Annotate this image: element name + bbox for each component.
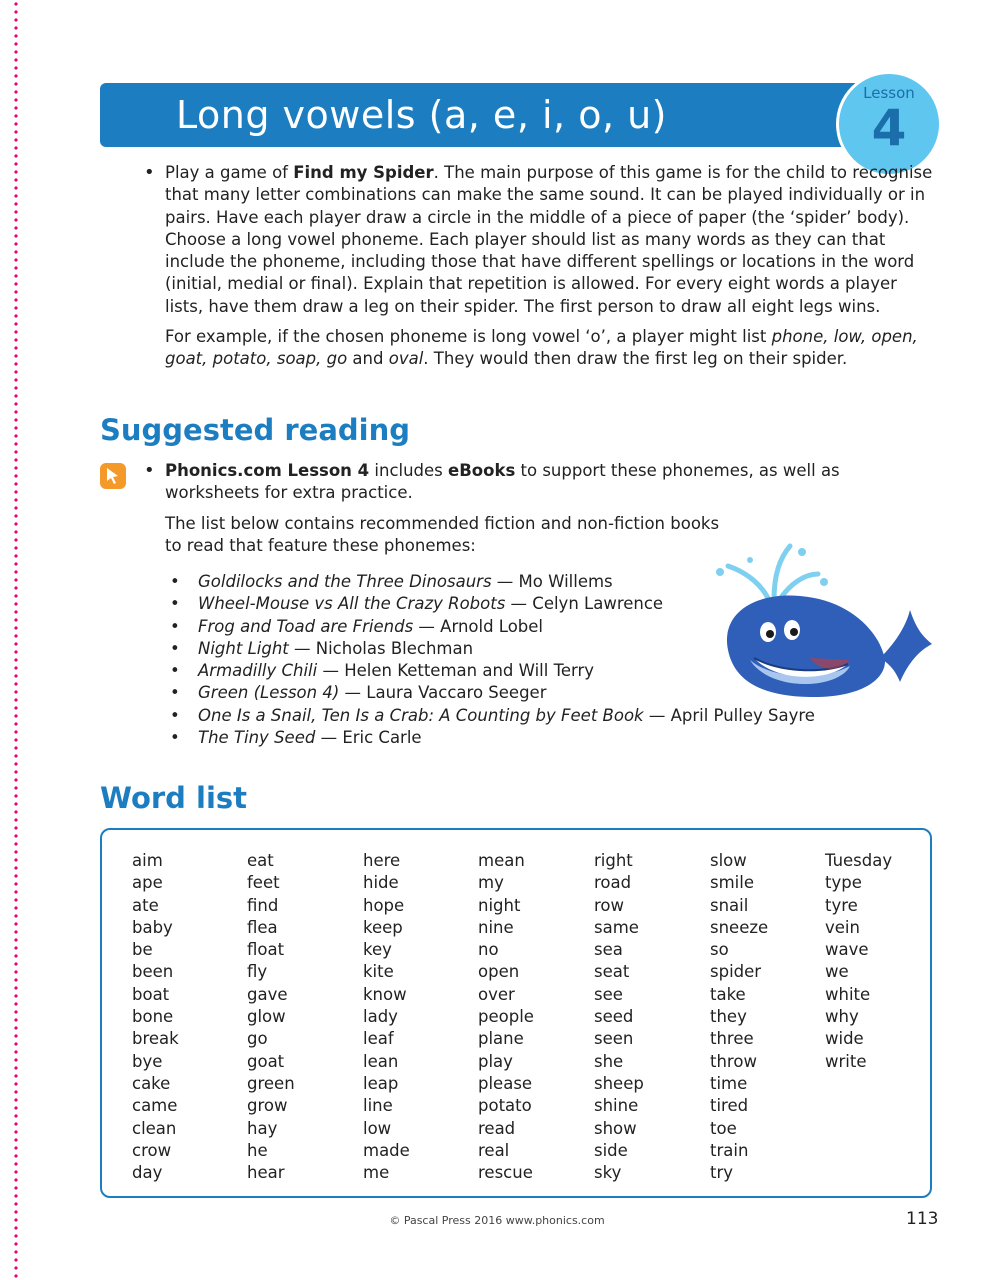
word-item: row: [594, 895, 625, 915]
word-item: no: [478, 940, 499, 960]
word-item: go: [247, 1029, 268, 1049]
list-item: [170, 705, 815, 727]
book-title: Goldilocks and the Three Dinosaurs: [198, 572, 492, 591]
word-item: hear: [247, 1163, 285, 1183]
book-author: — Eric Carle: [315, 728, 422, 748]
word-item: boat: [132, 984, 170, 1004]
word-item: key: [363, 940, 392, 960]
word-item: hay: [247, 1118, 278, 1138]
word-item: bye: [132, 1051, 163, 1071]
word-item: side: [594, 1140, 628, 1160]
word-list-heading: Word list: [100, 781, 248, 815]
word-item: throw: [710, 1051, 757, 1071]
word-item: wide: [825, 1029, 864, 1049]
page-edge-dots: [14, 0, 18, 1280]
word-item: road: [594, 873, 632, 893]
copyright-footer: © Pascal Press 2016 www.phonics.com: [389, 1214, 605, 1227]
page-title: Long vowels (a, e, i, o, u): [176, 93, 668, 137]
word-item: show: [594, 1118, 637, 1138]
instructions-text: Play a game of: [165, 163, 294, 182]
word-item: open: [478, 962, 520, 982]
word-item: train: [710, 1140, 749, 1160]
instructions-text: . The main purpose of this game is for the child to recognise that many letter combinations can make the same sound. It can be played individually or in pairs. Have each player draw a circle in the middle of a piece of paper (the ‘spider’ body). Choose a long vowel phoneme. Each player should list as many words as they can that include the phoneme, including those that have different spellings or locations in the word (initial, medial or final). Explain that repetition is allowed. For every eight words a player lists, have them draw a leg on their spider. The first person to draw all eight legs wins.: [165, 163, 933, 316]
game-name: Find my Spider: [293, 163, 434, 182]
word-item: bone: [132, 1007, 174, 1027]
word-item: me: [363, 1163, 390, 1183]
word-item: we: [825, 962, 849, 982]
word-item: fly: [247, 962, 268, 982]
word-item: mean: [478, 851, 525, 870]
book-title: Frog and Toad are Friends: [198, 616, 414, 636]
word-item: white: [825, 984, 871, 1004]
word-item: lean: [363, 1051, 399, 1071]
lesson-label: Lesson: [863, 84, 915, 102]
word-item: low: [363, 1118, 392, 1138]
word-item: seed: [594, 1007, 634, 1027]
game-instructions: [165, 162, 940, 318]
word-item: leaf: [363, 1029, 394, 1049]
word-item: crow: [132, 1140, 172, 1160]
word-item: rescue: [478, 1163, 533, 1183]
book-author: — Mo Willems: [491, 572, 613, 591]
word-item: seat: [594, 962, 630, 982]
book-author: — Laura Vaccaro Seeger: [339, 683, 547, 703]
word-item: float: [247, 940, 285, 960]
word-item: baby: [132, 917, 173, 937]
word-item: kite: [363, 962, 394, 982]
lesson-title-banner: [100, 83, 860, 147]
word-column: [478, 850, 534, 1184]
word-column: [247, 850, 295, 1184]
word-item: made: [363, 1140, 410, 1160]
word-item: tired: [710, 1096, 749, 1116]
word-item: glow: [247, 1007, 286, 1027]
word-column: [132, 850, 179, 1184]
whale-illustration: [710, 540, 935, 700]
word-item: lady: [363, 1007, 398, 1027]
word-column: [710, 850, 768, 1184]
book-title: One Is a Snail, Ten Is a Crab: A Counting by Feet Book: [198, 705, 644, 725]
list-item: [170, 727, 815, 749]
word-list-box: [100, 828, 932, 1198]
word-item: seen: [594, 1029, 634, 1049]
bullet-icon: •: [144, 162, 155, 183]
book-title: Armadilly Chili: [198, 661, 318, 681]
word-item: same: [594, 917, 639, 937]
word-item: please: [478, 1073, 533, 1093]
word-item: she: [594, 1051, 624, 1071]
word-item: know: [363, 984, 407, 1004]
book-author: — Celyn Lawrence: [505, 594, 664, 614]
word-item: clean: [132, 1118, 177, 1138]
word-item: spider: [710, 962, 762, 982]
book-author: — Helen Ketteman and Will Terry: [317, 661, 595, 681]
word-item: eat: [247, 851, 274, 870]
word-item: potato: [478, 1096, 532, 1116]
word-item: sneeze: [710, 917, 769, 937]
book-title: Wheel-Mouse vs All the Crazy Robots: [198, 594, 506, 614]
book-title: Green (Lesson 4): [198, 683, 340, 703]
word-item: line: [363, 1096, 393, 1116]
example-text: . They would then draw the first leg on their spider.: [423, 349, 848, 369]
book-author: — April Pulley Sayre: [643, 705, 815, 725]
book-title: Night Light: [198, 638, 289, 658]
word-item: feet: [247, 873, 280, 893]
word-column: [594, 850, 644, 1184]
word-item: ape: [132, 873, 163, 893]
word-item: three: [710, 1029, 754, 1049]
word-item: keep: [363, 917, 403, 937]
word-item: right: [594, 851, 633, 870]
word-item: flea: [247, 917, 278, 937]
word-item: they: [710, 1007, 747, 1027]
word-item: why: [825, 1007, 859, 1027]
word-item: vein: [825, 917, 860, 937]
word-item: Tuesday: [825, 851, 893, 870]
note-text: to support these phonemes, as well as worksheets for extra practice.: [165, 461, 840, 503]
word-item: been: [132, 962, 174, 982]
word-item: over: [478, 984, 515, 1004]
word-column: [363, 850, 410, 1184]
word-item: real: [478, 1140, 510, 1160]
phonics-lesson-link[interactable]: Phonics.com Lesson 4: [165, 461, 370, 480]
word-item: grow: [247, 1096, 288, 1116]
word-item: aim: [132, 851, 163, 870]
example-words: phone, low, open, goat, potato, soap, go: [165, 327, 918, 369]
word-item: night: [478, 895, 521, 915]
suggested-reading-heading: Suggested reading: [100, 413, 411, 447]
word-item: time: [710, 1073, 748, 1093]
word-item: play: [478, 1051, 513, 1071]
word-item: slow: [710, 851, 747, 870]
page-number: 113: [906, 1209, 939, 1229]
word-item: hope: [363, 895, 405, 915]
word-item: hide: [363, 873, 399, 893]
word-item: day: [132, 1163, 163, 1183]
word-item: here: [363, 851, 401, 870]
example-text: and: [347, 349, 389, 369]
lesson-number: 4: [871, 99, 907, 157]
word-item: try: [710, 1163, 734, 1183]
word-item: leap: [363, 1073, 399, 1093]
word-item: people: [478, 1007, 534, 1027]
word-item: he: [247, 1140, 268, 1160]
word-item: see: [594, 984, 623, 1004]
word-item: sea: [594, 940, 623, 960]
word-item: nine: [478, 917, 514, 937]
example-words: oval: [388, 349, 424, 369]
word-item: tyre: [825, 895, 858, 915]
word-item: break: [132, 1029, 179, 1049]
word-item: cake: [132, 1073, 171, 1093]
word-item: smile: [710, 873, 754, 893]
word-item: sky: [594, 1163, 622, 1183]
game-example: [165, 326, 940, 371]
word-item: my: [478, 873, 504, 893]
word-item: find: [247, 895, 279, 915]
phonics-link-note: [165, 460, 925, 505]
word-item: wave: [825, 940, 869, 960]
word-item: read: [478, 1118, 516, 1138]
example-text: For example, if the chosen phoneme is long vowel ‘o’, a player might list: [165, 327, 772, 346]
word-item: sheep: [594, 1073, 644, 1093]
word-item: snail: [710, 895, 749, 915]
word-item: came: [132, 1096, 178, 1116]
word-item: shine: [594, 1096, 639, 1116]
word-column: [825, 850, 892, 1073]
word-item: write: [825, 1051, 867, 1071]
book-title: The Tiny Seed: [198, 728, 316, 748]
word-item: gave: [247, 984, 288, 1004]
book-author: — Arnold Lobel: [413, 616, 544, 636]
word-item: so: [710, 940, 729, 960]
word-item: take: [710, 984, 746, 1004]
word-item: plane: [478, 1029, 524, 1049]
book-author: — Nicholas Blechman: [288, 638, 474, 658]
word-item: goat: [247, 1051, 285, 1071]
word-item: be: [132, 940, 153, 960]
word-item: green: [247, 1073, 295, 1093]
word-item: type: [825, 873, 862, 893]
book-list-intro: The list below contains recommended fiction and non-fiction books to read that feature these phonemes:: [165, 514, 720, 556]
word-item: toe: [710, 1118, 737, 1138]
word-item: ate: [132, 895, 159, 915]
cursor-click-icon[interactable]: [100, 463, 126, 489]
bullet-icon: •: [144, 460, 155, 481]
note-text: includes: [369, 461, 449, 480]
ebooks-label: eBooks: [448, 461, 516, 480]
